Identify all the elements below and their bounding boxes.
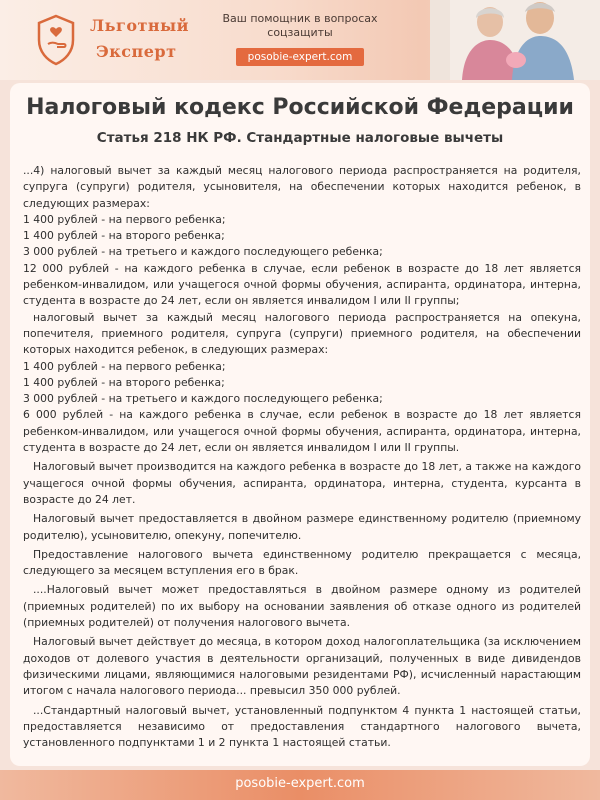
document-paragraph: Налоговый вычет производится на каждого ребенка в возрасте до 18 лет, а также на каждого учащегося очной формы обучения, аспиранта, ординатора, интерна, студента, курсанта в возрасте до 24 лет. — [23, 460, 581, 506]
document-paragraph: 1 400 рублей - на второго ребенка; — [23, 229, 225, 243]
document-paragraph: Налоговый вычет действует до месяца, в котором доход налогоплательщика (за исключением доходов от долевого участия в деятельности организаций, полученных в виде дивидендов физическими лицами, являющимися налоговыми резидентами РФ), исчисленный нарастающим итогом с начала налогового периода... превысил 350 000 рублей. — [23, 635, 581, 698]
header-slogan: Ваш помощник в вопросах соцзащиты — [222, 12, 378, 39]
site-url-badge[interactable]: posobie-expert.com — [236, 48, 364, 66]
footer-site-url[interactable]: posobie-expert.com — [235, 776, 365, 791]
document-paragraph: 3 000 рублей - на третьего и каждого последующего ребенка; — [23, 392, 383, 406]
elderly-couple-photo — [430, 0, 600, 80]
document-paragraph: 1 400 рублей - на второго ребенка; — [23, 375, 225, 389]
logo-text-line2: Эксперт — [96, 42, 177, 61]
document-paragraph: ....Налоговый вычет может предоставляться в двойном размере одному из родителей (приемных родителей) по их выбору на основании заявления об отказе одного из родителей (приемных родителей) от получения налогового вычета. — [23, 583, 581, 630]
document-paragraph: 1 400 рублей - на первого ребенка; — [23, 212, 226, 226]
header-banner — [0, 0, 600, 80]
hand-heart-icon — [36, 14, 76, 66]
document-paragraph: Налоговый вычет предоставляется в двойном размере единственному родителю (приемному родителю), усыновителю, опекуну, попечителю. — [23, 512, 581, 542]
footer-bar — [0, 770, 600, 800]
document-paragraph: ...4) налоговый вычет за каждый месяц налогового периода распространяется на родителя, супруга (супруги) родителя, усыновителя, на обеспечении которых находится ребенок, в следующих размерах: — [23, 164, 581, 210]
document-subtitle: Статья 218 НК РФ. Стандартные налоговые вычеты — [96, 130, 504, 146]
document-paragraph: 6 000 рублей - на каждого ребенка в случае, если ребенок в возрасте до 18 лет является ребенком-инвалидом, или учащегося очной формы обучения, аспиранта, ординатора, интерна, студента в возрасте до 24 лет, если он является инвалидом I или II группы. — [23, 408, 581, 455]
document-body — [23, 163, 581, 751]
logo-text-line1: Льготный — [90, 16, 190, 35]
document-title: Налоговый кодекс Российской Федерации — [26, 95, 574, 120]
document-paragraph: налоговый вычет за каждый месяц налогового периода распространяется на опекуна, попечителя, приемного родителя, супруга (супруги) приемного родителя, на обеспечении которых находится ребенок, в следующих размерах: — [23, 310, 581, 357]
document-paragraph: Предоставление налогового вычета единственному родителю прекращается с месяца, следующего за месяцем вступления его в брак. — [23, 547, 581, 578]
document-paragraph: 12 000 рублей - на каждого ребенка в случае, если ребенок в возрасте до 18 лет является ребенком-инвалидом, или учащегося очной формы обучения, аспиранта, ординатора, интерна, студента в возрасте до 24 лет, если он является инвалидом I или II группы; — [23, 261, 581, 308]
document-paragraph: 1 400 рублей - на первого ребенка; — [23, 359, 226, 373]
document-paragraph: ...Стандартный налоговый вычет, установленный подпунктом 4 пункта 1 настоящей статьи, предоставляется независимо от предоставления стандартного налогового вычета, установленного подпунктами 1 и 2 пункта 1 настоящей статьи. — [23, 703, 581, 750]
document-paragraph: 3 000 рублей - на третьего и каждого последующего ребенка; — [23, 245, 383, 259]
